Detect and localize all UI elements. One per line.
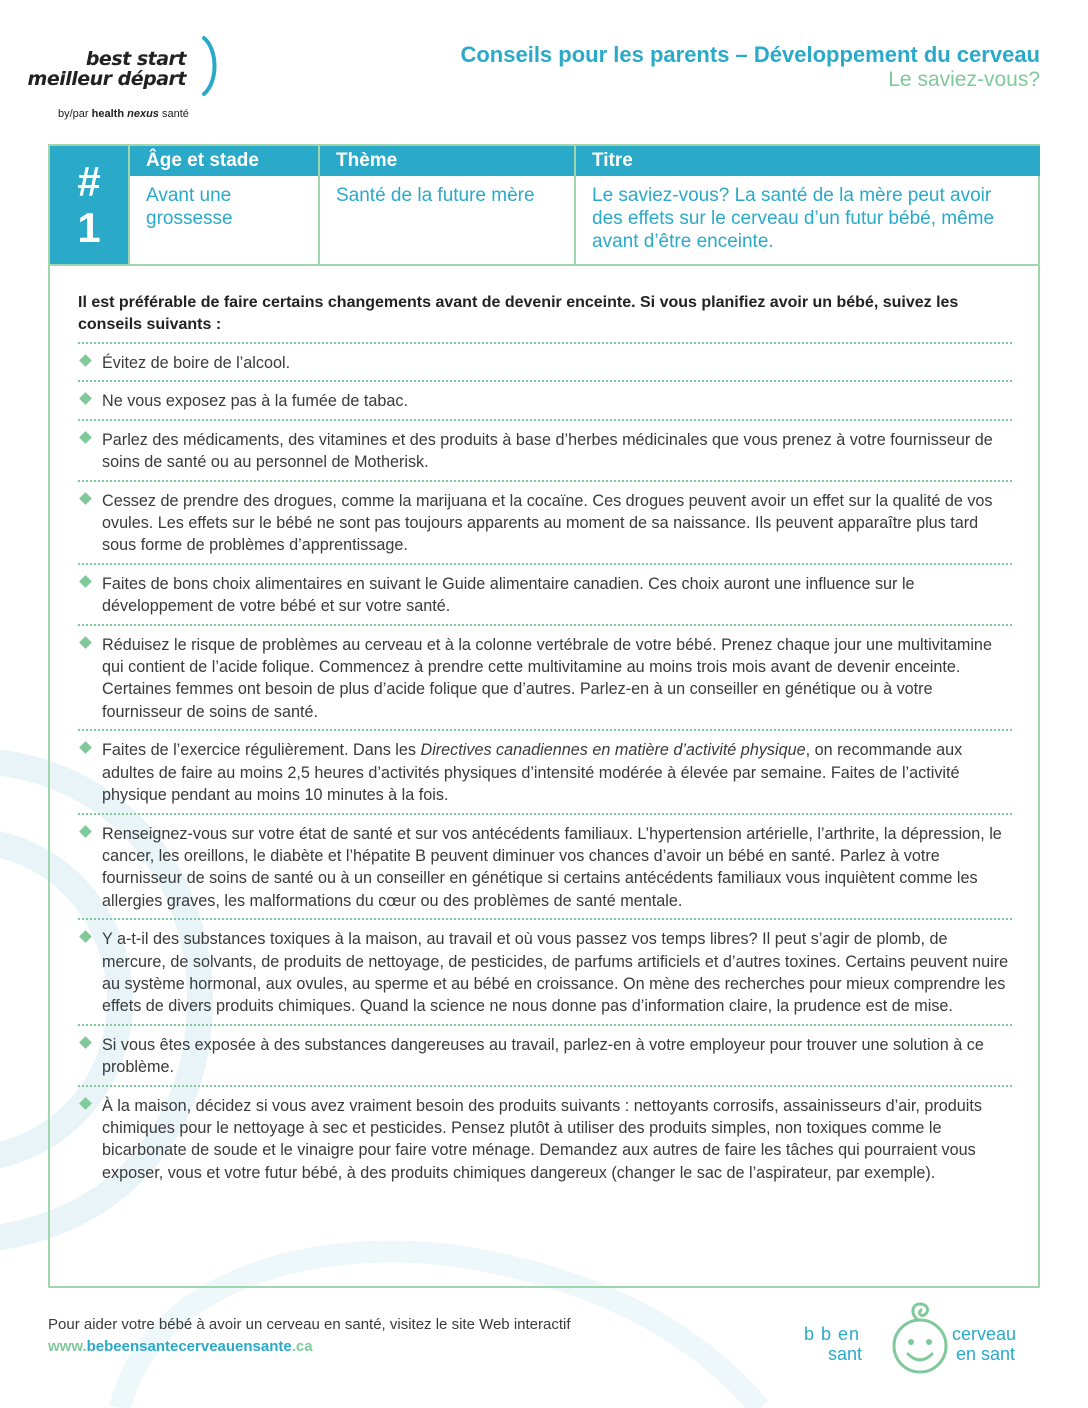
list-item-text-end: , on recommande aux adultes de faire au moins 2,5 heures d’activités physiques d’intensité modérée à élevée par semaine. Faites de l’activité physique pendant au moins 10 minutes à la fois.	[102, 741, 963, 805]
list-item	[78, 480, 1012, 563]
healthy-baby-brand-logo	[800, 1300, 1040, 1380]
diamond-bullet-icon	[79, 575, 92, 588]
list-item-text: Réduisez le risque de problèmes au cerveau et à la colonne vertébrale de votre bébé. Prenez chaque jour une multivitamine qui contient de l’acide folique. Commencez à prendre cette multivitamine au moins trois mois avant de devenir enceinte. Certaines femmes ont besoin de plus d’acide folique que d’autres. Parlez-en à un conseiller en génétique ou à votre fournisseur de soins de santé.	[102, 635, 992, 721]
list-item-text: Y a-t-il des substances toxiques à la maison, au travail et où vous passez vos temps libres? Il peut s’agir de plomb, de mercure, de solvants, de produits de nettoyage, de pesticides, de parfums artificiels et d’autres toxines. Certains peuvent nuire au système hormonal, aux ovules, au sperme et au bébé en croissance. On mène des recherches pour mieux comprendre les effets de divers produits chimiques. Quand la science ne nous donne pas d’information claire, la prudence est de mise.	[102, 930, 1009, 1016]
guideline-title: Directives canadiennes en matière d’activité physique	[420, 741, 806, 760]
list-item-text: Parlez des médicaments, des vitamines et des produits à base d’herbes médicinales que vous prenez à votre fournisseur de soins de santé ou au personnel de Motherisk.	[102, 430, 993, 472]
smiling-baby-face-icon	[888, 1300, 952, 1376]
list-item	[78, 419, 1012, 480]
logo-bracket-icon	[196, 36, 226, 96]
diamond-bullet-icon	[79, 1036, 92, 1049]
list-item-text	[102, 739, 1012, 806]
diamond-bullet-icon	[79, 741, 92, 754]
footer-text: Pour aider votre bébé à avoir un cerveau en santé, visitez le site Web interactif	[48, 1316, 571, 1333]
brand-text-left-bottom: sant	[828, 1344, 863, 1364]
tip-number-value: 1	[77, 204, 101, 251]
list-item-text: Ne vous exposez pas à la fumée de tabac.	[102, 392, 408, 411]
diamond-bullet-icon	[79, 393, 92, 406]
diamond-bullet-icon	[79, 636, 92, 649]
tip-number-hash: #	[77, 158, 101, 205]
list-item	[78, 380, 1012, 418]
cell-age: Avant une grossesse	[146, 185, 233, 229]
column-header-theme: Thème	[336, 150, 398, 171]
diamond-bullet-icon	[79, 825, 92, 838]
list-item	[78, 624, 1012, 730]
list-item	[78, 342, 1012, 380]
brand-text-right-top: cerveau	[952, 1324, 1017, 1344]
logo-text-french: meilleur départ	[27, 68, 186, 90]
brand-text-right-bottom: en sant	[956, 1344, 1016, 1364]
logo-sante-text: santé	[161, 108, 189, 120]
diamond-bullet-icon	[79, 1097, 92, 1110]
list-item-text: Renseignez-vous sur votre état de santé et sur vos antécédents familiaux. L’hypertension artérielle, l’arthrite, la dépression, le cancer, les oreillons, le diabète et l’hépatite B peuvent diminuer vos chances d’avoir un bébé en santé. Parlez à votre fournisseur de soins de santé ou à un conseiller en génétique si certains antécédents familiaux vous inquiètent comme les allergies graves, les malformations du cœur ou des problèmes de santé mentale.	[102, 824, 1002, 910]
column-header-age: Âge et stade	[146, 150, 259, 171]
column-divider	[318, 146, 320, 264]
diamond-bullet-icon	[79, 930, 92, 943]
tips-list	[78, 342, 1012, 1190]
list-item	[78, 1024, 1012, 1085]
logo-nexus-text: nexus	[127, 108, 159, 120]
page-title: Conseils pour les parents – Développement du cerveau	[460, 42, 1040, 67]
list-item	[78, 813, 1012, 919]
logo-by-text: by/par	[58, 108, 89, 120]
page-subtitle: Le saviez-vous?	[888, 68, 1040, 91]
info-table-header	[128, 146, 1040, 176]
list-item-text: À la maison, décidez si vous avez vraiment besoin des produits suivants : nettoyants corrosifs, assainisseurs d’air, produits chimiques pour le nettoyage à sec et pesticides. Pensez plutôt à utiliser des produits simples, non toxiques comme le bicarbonate de soude et le vinaigre pour faire votre ménage. Demandez aux autres de faire les tâches qui pourraient vous exposer, vous et votre futur bébé, à des produits chimiques dangereux (changer le sac de l’aspirateur, par exemple).	[102, 1096, 982, 1182]
column-divider	[128, 146, 130, 264]
diamond-bullet-icon	[79, 354, 92, 367]
list-item-text: Évitez de boire de l’alcool.	[102, 354, 291, 372]
cell-theme: Santé de la future mère	[336, 185, 535, 206]
tip-card	[48, 144, 1040, 1288]
intro-text: Il est préférable de faire certains changements avant de devenir enceinte. Si vous planifiez avoir un bébé, suivez les conseils suivants :	[78, 294, 959, 333]
url-main: bebeensantecerveauensante	[86, 1338, 292, 1355]
logo-byline	[58, 108, 189, 120]
column-divider	[574, 146, 576, 264]
logo-text-english: best start	[85, 48, 186, 70]
url-prefix: www.	[48, 1338, 87, 1355]
tip-number-badge	[50, 146, 128, 264]
list-item-text: Si vous êtes exposée à des substances dangereuses au travail, parlez-en à votre employeur pour trouver une solution à ce problème.	[102, 1035, 984, 1077]
diamond-bullet-icon	[79, 431, 92, 444]
best-start-logo	[27, 36, 226, 126]
column-header-title: Titre	[592, 150, 633, 171]
list-item	[78, 563, 1012, 624]
list-item-text: Cessez de prendre des drogues, comme la marijuana et la cocaïne. Ces drogues peuvent avoir un effet sur la qualité de vos ovules. Les effets sur le bébé ne sont pas toujours apparents au moment de sa naissance. Ils peuvent apparaître plus tard sous forme de problèmes d’apprentissage.	[102, 491, 993, 555]
list-item-text: Faites de bons choix alimentaires en suivant le Guide alimentaire canadien. Ces choix auront une influence sur le développement de votre bébé et sur votre santé.	[102, 574, 915, 616]
list-item	[78, 729, 1012, 812]
info-table-row	[128, 176, 1040, 264]
list-item	[78, 1085, 1012, 1191]
website-link[interactable]	[48, 1338, 313, 1355]
brand-text-left-top: b b en	[804, 1324, 861, 1344]
cell-title: Le saviez-vous? La santé de la mère peut avoir des effets sur le cerveau d’un futur bébé, même avant d’être enceinte.	[592, 185, 995, 252]
url-suffix: .ca	[291, 1338, 313, 1355]
list-item	[78, 918, 1012, 1024]
logo-health-text: health	[91, 108, 125, 120]
diamond-bullet-icon	[79, 492, 92, 505]
list-item-text-start: Faites de l’exercice régulièrement. Dans les	[102, 741, 421, 760]
table-divider	[50, 264, 1040, 266]
